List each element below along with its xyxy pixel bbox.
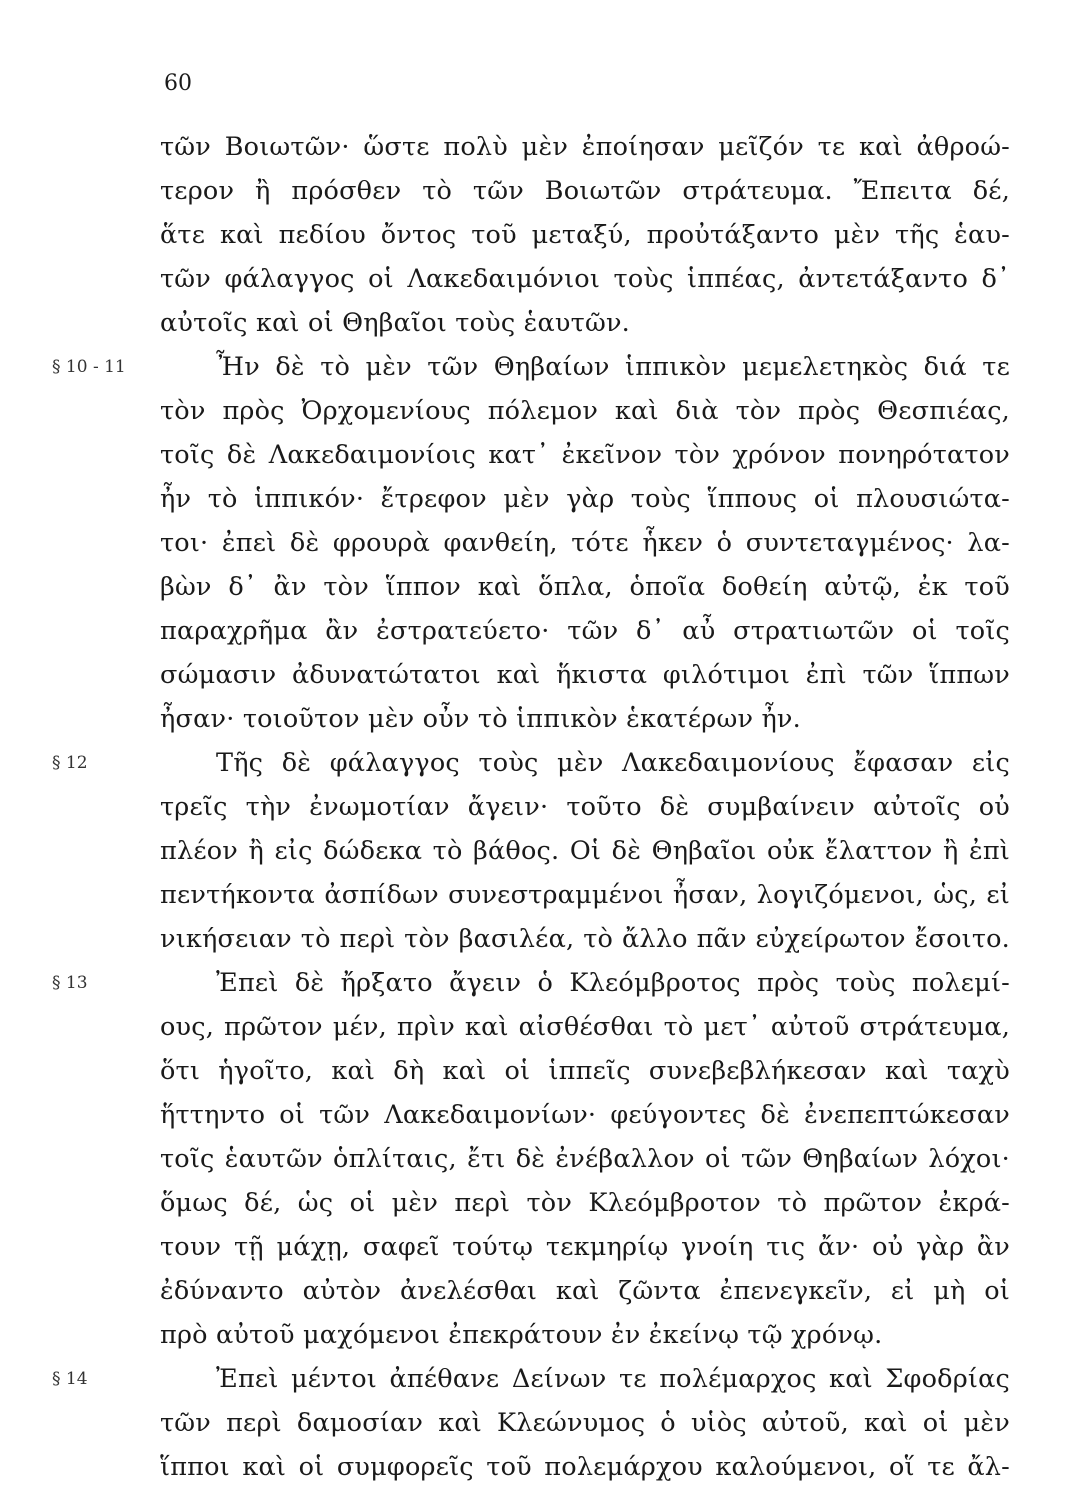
text-line: ἦσαν· τοιοῦτον μὲν οὖν τὸ ἱππικὸν ἑκατέρων ἦν. [160, 704, 801, 734]
text-line: § 12 Τῆς δὲ φάλαγγος τοὺς μὲν Λακεδαιμονίους ἔφασαν εἰς [0, 741, 1071, 785]
text-line: § 10 - 11 Ἦν δὲ τὸ μὲν τῶν Θηβαίων ἱππικὸν μεμελετηκὸς διά τε [0, 345, 1071, 389]
text-line: αὐτοῖς καὶ οἱ Θηβαῖοι τοὺς ἑαυτῶν. [160, 308, 630, 338]
page-number: 60 [164, 71, 192, 96]
text-line: παραχρῆμα ἂν ἐστρατεύετο· τῶν δ᾽ αὖ στρατιωτῶν οἱ τοῖς [160, 616, 1010, 646]
text-line: ὅμως δέ, ὡς οἱ μὲν περὶ τὸν Κλεόμβροτον τὸ πρῶτον ἐκρά- [160, 1188, 1010, 1218]
text-line: τῶν περὶ δαμοσίαν καὶ Κλεώνυμος ὁ υἱὸς αὐτοῦ, καὶ οἱ μὲν [160, 1408, 1010, 1438]
text-line: πρὸ αὐτοῦ μαχόμενοι ἐπεκράτουν ἐν ἐκείνῳ τῷ χρόνῳ. [160, 1320, 883, 1350]
section-marker: § 14 [52, 1369, 88, 1389]
text-line: βὼν δ᾽ ἂν τὸν ἵππον καὶ ὅπλα, ὁποῖα δοθείη αὐτῷ, ἐκ τοῦ [160, 572, 1010, 602]
text-line: ἵπποι καὶ οἱ συμφορεῖς τοῦ πολεμάρχου καλούμενοι, οἵ τε ἄλ- [160, 1452, 1010, 1482]
text-line: ὅτι ἡγοῖτο, καὶ δὴ καὶ οἱ ἱππεῖς συνεβεβλήκεσαν καὶ ταχὺ [160, 1056, 1010, 1086]
text-line: τὸν πρὸς Ὀρχομενίους πόλεμον καὶ διὰ τὸν πρὸς Θεσπιέας, [160, 396, 1010, 426]
text-line: σώμασιν ἀδυνατώτατοι καὶ ἥκιστα φιλότιμοι ἐπὶ τῶν ἵππων [160, 660, 1010, 690]
text-line: τῶν Βοιωτῶν· ὥστε πολὺ μὲν ἐποίησαν μεῖζόν τε καὶ ἀθροώ- [160, 132, 1010, 162]
text-line: τοῖς ἑαυτῶν ὁπλίταις, ἔτι δὲ ἐνέβαλλον οἱ τῶν Θηβαίων λόχοι· [160, 1144, 1010, 1174]
text-line: ἥττηντο οἱ τῶν Λακεδαιμονίων· φεύγοντες δὲ ἐνεπεπτώκεσαν [160, 1100, 1010, 1130]
text-line: ἐδύναντο αὐτὸν ἀνελέσθαι καὶ ζῶντα ἐπενεγκεῖν, εἰ μὴ οἱ [160, 1276, 1010, 1306]
text-line: ἅτε καὶ πεδίου ὄντος τοῦ μεταξύ, προὐτάξαντο μὲν τῆς ἑαυ- [160, 220, 1010, 250]
text-line: τρεῖς τὴν ἐνωμοτίαν ἄγειν· τοῦτο δὲ συμβαίνειν αὐτοῖς οὐ [160, 792, 1010, 822]
text-line: τουν τῇ μάχῃ, σαφεῖ τούτῳ τεκμηρίῳ γνοίη τις ἄν· οὐ γὰρ ἂν [160, 1232, 1010, 1262]
text-line: § 14 Ἐπεὶ μέντοι ἀπέθανε Δείνων τε πολέμαρχος καὶ Σφοδρίας [0, 1357, 1071, 1401]
text-line: πεντήκοντα ἀσπίδων συνεστραμμένοι ἦσαν, λογιζόμενοι, ὡς, εἰ [160, 880, 1010, 910]
text-line: § 13 Ἐπεὶ δὲ ἤρξατο ἄγειν ὁ Κλεόμβροτος πρὸς τοὺς πολεμί- [0, 961, 1071, 1005]
text-line: ἦν τὸ ἱππικόν· ἔτρεφον μὲν γὰρ τοὺς ἵππους οἱ πλουσιώτα- [160, 484, 1010, 514]
text-line: τοῖς δὲ Λακεδαιμονίοις κατ᾽ ἐκεῖνον τὸν χρόνον πονηρότατον [160, 440, 1010, 470]
text-line: ους, πρῶτον μέν, πρὶν καὶ αἰσθέσθαι τὸ μετ᾽ αὐτοῦ στράτευμα, [160, 1012, 1010, 1042]
text-line: πλέον ἢ εἰς δώδεκα τὸ βάθος. Οἱ δὲ Θηβαῖοι οὐκ ἔλαττον ἢ ἐπὶ [160, 836, 1010, 866]
text-line: τοι· ἐπεὶ δὲ φρουρὰ φανθείη, τότε ἧκεν ὁ συντεταγμένος· λα- [160, 528, 1010, 558]
section-marker: § 13 [52, 973, 88, 993]
section-marker: § 10 - 11 [52, 357, 126, 377]
greek-text-body [0, 125, 1071, 1489]
text-line: τερον ἢ πρόσθεν τὸ τῶν Βοιωτῶν στράτευμα. Ἔπειτα δέ, [160, 176, 1010, 206]
text-line: νικήσειαν τὸ περὶ τὸν βασιλέα, τὸ ἄλλο πᾶν εὐχείρωτον ἔσοιτο. [160, 924, 1010, 954]
text-line: τῶν φάλαγγος οἱ Λακεδαιμόνιοι τοὺς ἱππέας, ἀντετάξαντο δ᾽ [160, 264, 1010, 294]
section-marker: § 12 [52, 753, 88, 773]
